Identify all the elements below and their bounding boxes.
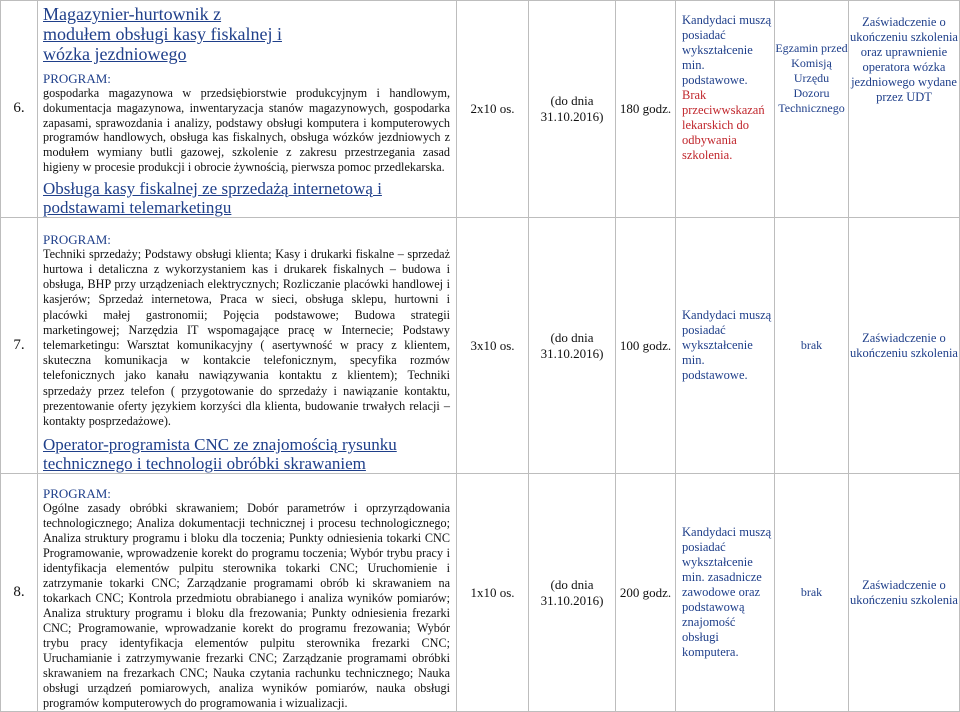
requirements-cell <box>676 474 775 712</box>
deadline-date: 31.10.2016) <box>540 345 604 361</box>
requirements-text: Kandydaci muszą posiadać wykształcenie min. zasadnicze zawodowe oraz podstawową znajomość obsługi komputera. <box>682 525 772 660</box>
deadline-label: (do dnia <box>550 92 594 108</box>
table-row <box>1 474 960 712</box>
certificate-cell: Zaświadczenie o ukończeniu szkolenia oraz uprawnienie operatora wózka jezdniowego wydane przez UDT <box>849 1 960 218</box>
certificate-cell: Zaświadczenie o ukończeniu szkolenia <box>849 217 960 473</box>
program-label: PROGRAM: <box>43 486 111 502</box>
program-label: PROGRAM: <box>43 231 111 247</box>
course-title: Obsługa kasy fiskalnej ze sprzedażą internetową i podstawami telemarketingu <box>43 178 382 217</box>
course-title: Magazynier-hurtownik z modułem obsługi kasy fiskalnej i wózka jezdniowego <box>43 4 282 64</box>
program-text: Techniki sprzedaży; Podstawy obsługi klienta; Kasy i drukarki fiskalne – sprzedaż hurtowa i detaliczna z wykorzystaniem kas i drukarek fiskalnych – budowa i obsługa, BHP przy urządzeniach elektrycznych; Rozliczanie placówki handlowej i kasjerów; Sprzedaż internetowa, Praca w sieci, obsługa sklepu, hurtowni i placówki małej gastronomii; Pojęcia podstawowe; Budowa strategii marketingowej; Narzędzia IT wspomagające pracę w Internecie; Podstawy telemarketingu: Warsztat komunikacyjny ( asertywność w pracy z klientem, skuteczna komunikacja w kontakcie telefonicznym, specyfika rozmów telefonicznych jako kanału nawiązywania kontaktu z klientem); Techniki sprzedaży przez telefon ( przygotowanie do sprzedaży i nawiązanie kontaktu, prezentowanie oferty językiem korzyści dla klienta, budowanie trwałych relacji – kontakty posprzedażowe). <box>43 246 450 429</box>
deadline-label: (do dnia <box>550 576 594 592</box>
deadline-cell <box>529 217 616 473</box>
course-description <box>38 474 457 712</box>
course-description <box>38 1 457 218</box>
exam-cell: brak <box>775 474 849 712</box>
requirements-cell <box>676 1 775 218</box>
exam-cell: Egzamin przed Komisją Urzędu Dozoru Technicznego <box>775 1 849 218</box>
deadline-cell <box>529 1 616 218</box>
requirements-text: Kandydaci muszą posiadać wykształcenie min. podstawowe. <box>682 308 772 382</box>
hours-cell: 200 godz. <box>616 474 676 712</box>
sessions-cell: 2x10 os. <box>457 1 529 218</box>
table-row <box>1 217 960 473</box>
sessions-cell: 3x10 os. <box>457 217 529 473</box>
exam-cell: brak <box>775 217 849 473</box>
course-title: Operator-programista CNC ze znajomością rysunku technicznego i technologii obróbki skrawaniem <box>43 435 397 474</box>
sessions-cell: 1x10 os. <box>457 474 529 712</box>
row-number: 6. <box>1 1 38 218</box>
program-text: gospodarka magazynowa w przedsiębiorstwie produkcyjnym i handlowym, dokumentacja magazynowa, inwentaryzacja stanów magazynowych, gospodarka zapasami, sprawozdania i analizy, podstawy obsługi komputera i komputerowych programów handlowych, obsługa kas fiskalnych, obsługa wózków jezdniowych z modułem wymiany butli gazowej, szkolenie z zakresu przestrzegania zasad higieny w procesie produkcji i obrocie żywnością, pierwsza pomoc przedlekarska. <box>43 86 450 174</box>
requirements-cell <box>676 217 775 473</box>
requirements-warning: Brak przeciwwskazań lekarskich do odbywania szkolenia. <box>682 88 765 162</box>
hours-cell: 100 godz. <box>616 217 676 473</box>
certificate-cell: Zaświadczenie o ukończeniu szkolenia <box>849 474 960 712</box>
deadline-date: 31.10.2016) <box>540 592 604 608</box>
deadline-date: 31.10.2016) <box>540 108 604 124</box>
program-text: Ogólne zasady obróbki skrawaniem; Dobór parametrów i oprzyrządowania technologicznego; Analiza dokumentacji technicznej i procesu technologicznego; Analiza struktury programu i bloku dla toczenia; Punkty odniesienia tokarki CNC Programowanie, wprowadzenie korekt do programu toczenia; Wybór trybu pracy i identyfikacja elementów pulpitu sterownika tokarki CNC; Uruchomienie i zatrzymanie tokarki CNC; Zarządzanie programami obrób ki skrawaniem na tokarkach CNC; Kontrola przedmiotu obrabianego i analiza wyników pomiarów; Analiza struktury programu i bloku dla frezowania; Punkty odniesienia frezarki CNC; Programowanie, wprowadzanie korekt do programu frezowania; Wybór trybu pracy identyfikacja elementów pulpitu sterownika frezarki CNC; Uruchamianie i zatrzymywanie frezarki CNC; Zarządzanie programami obróbki skrawaniem na frezarkach CNC; Nauka czytania rachunku technicznego; Nauka obsługi urządzeń pomiarowych, analiza wyników pomiarów, nauka obsługi programów komputerowych do programowania i wizualizacji. <box>43 501 450 711</box>
deadline-label: (do dnia <box>550 329 594 345</box>
program-label: PROGRAM: <box>43 71 111 86</box>
deadline-cell <box>529 474 616 712</box>
hours-cell: 180 godz. <box>616 1 676 218</box>
requirements-text: Kandydaci muszą posiadać wykształcenie min. podstawowe. <box>682 13 772 87</box>
row-number: 8. <box>1 474 38 712</box>
course-description <box>38 217 457 473</box>
table-row <box>1 1 960 218</box>
row-number: 7. <box>1 217 38 473</box>
